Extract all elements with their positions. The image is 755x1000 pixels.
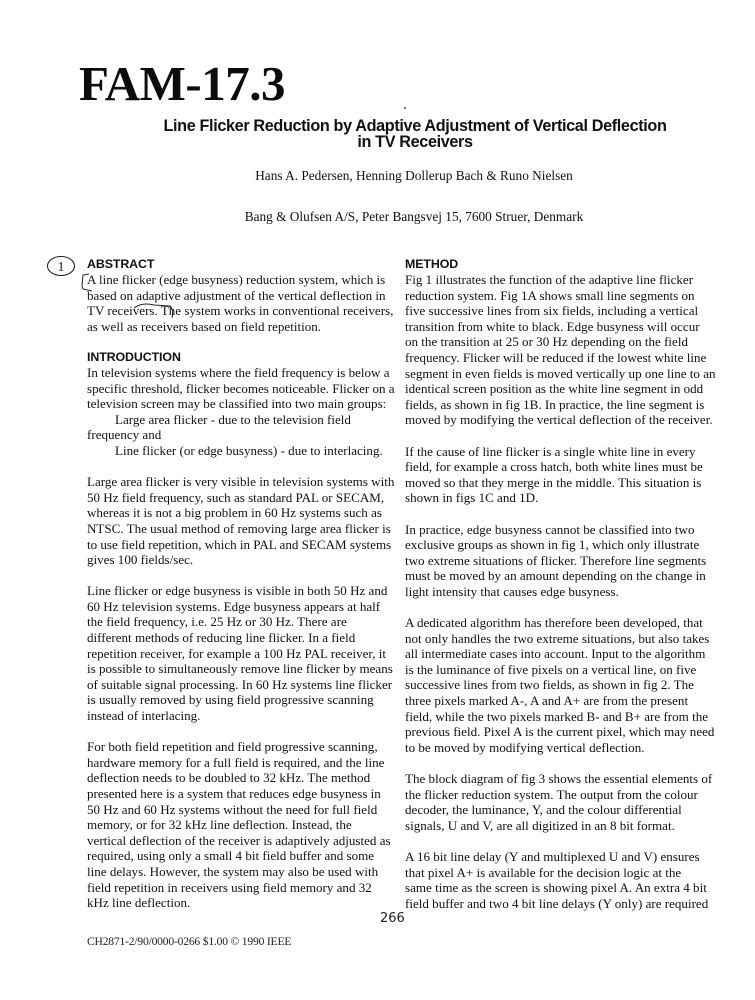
text-line: moved so that they merge in the middle. This situation is [405,474,702,490]
text-line: hardware memory for a full field is required, and the line [87,754,385,770]
text-line: different methods of reducing line flicker. In a field [87,630,356,646]
text-line: 50 Hz and 60 Hz systems without the need for full field [87,801,378,817]
text-line: field buffer and two 4 bit line delays (Y only) are required [405,895,709,911]
text-line: on the transition at 25 or 30 Hz depending on the field [405,334,688,350]
method-paragraph-6 [405,849,717,911]
method-heading: METHOD [405,257,459,271]
text-line: required, using only a small 4 bit field buffer and some [87,848,375,864]
text-line: Large area flicker is very visible in television systems with [87,474,395,490]
paper-title-line-1: Line Flicker Reduction by Adaptive Adjustment of Vertical Deflection [163,117,667,135]
introduction-paragraph-2 [87,474,399,568]
text-line: instead of interlacing. [87,708,201,724]
abstract-heading: ABSTRACT [87,257,155,271]
text-line: Fig 1 illustrates the function of the adaptive line flicker [405,272,694,287]
text-line: field, for example a cross hatch, both white lines must be [405,459,703,475]
left-column [87,257,399,926]
method-paragraph-4 [405,615,717,755]
text-line: repetition receiver, for example a 100 Hz PAL receiver, it [87,645,387,661]
text-line: not only handles the two extreme situations, but also takes [405,630,710,646]
text-line: kHz line deflection. [87,895,191,911]
text-line: exclusive groups as shown in fig 1, which only illustrate [405,537,700,553]
text-line: A 16 bit line delay (Y and multiplexed U and V) ensures [405,848,700,864]
text-line: transition from white to black. Edge busyness will occur [405,318,700,334]
text-line: reduction system. Fig 1A shows small line segments on [405,287,695,303]
text-line: deflection needs to be doubled to 32 kHz. The method [87,770,371,786]
introduction-paragraph-4 [87,739,399,911]
text-line: If the cause of line flicker is a single white line in every [405,443,696,459]
text-line: A dedicated algorithm has therefore been developed, that [405,615,703,631]
text-line: of suitable signal processing. In 60 Hz systems line flicker [87,676,393,692]
text-line: decoder, the luminance, Y, and the colour differential [405,802,682,818]
affiliation: Bang & Olufsen A/S, Peter Bangsvej 15, 7600 Struer, Denmark [244,209,584,224]
session-code: FAM-17.3 [79,56,285,111]
text-line: Line flicker (or edge busyness) - due to interlacing. [115,442,383,458]
text-line: three pixels marked A-, A and A+ are from the present [405,693,689,709]
text-line: moved by modifying the vertical deflection of the receiver. [405,412,713,428]
abstract-paragraph [87,272,399,334]
method-paragraph-3 [405,522,717,600]
paper-title-line-2: in TV Receivers [357,133,473,151]
text-line: TV receivers. The system works in conventional receivers, [87,303,394,319]
paper-title [120,118,710,150]
text-line: is usually removed by using field progressive scanning [87,692,374,708]
text-line: whereas it is not a big problem in 60 Hz systems such as [87,505,382,521]
text-line: is the luminance of five pixels on a vertical line, on five [405,661,697,677]
right-column [405,257,717,927]
text-line: to be moved by modifying vertical deflection. [405,739,645,755]
introduction-paragraph-3 [87,583,399,723]
copyright-line: CH2871-2/90/0000-0266 $1.00 © 1990 IEEE [87,935,292,948]
text-line: frequency. Flicker will be reduced if the lowest white line [405,349,707,365]
introduction-paragraph-1 [87,365,399,459]
text-line: presented here is a system that reduces edge busyness in [87,786,381,801]
text-line: A line flicker (edge busyness) reduction system, which is [87,272,386,287]
text-line: all intermediate cases into account. Input to the algorithm [405,646,706,662]
scan-speck [404,107,406,109]
method-paragraph-1 [405,272,717,428]
text-line: same time as the screen is showing pixel A. An extra 4 bit [405,880,707,896]
text-line: The block diagram of fig 3 shows the essential elements of [405,771,713,786]
page-number: 266 [380,911,405,926]
text-line: two extreme situations of flicker. Therefore line segments [405,552,707,568]
text-line: NTSC. The usual method of removing large area flicker is [87,520,391,536]
text-line: is possible to simultaneously remove line flicker by means [87,661,393,677]
text-line: Large area flicker - due to the television field [115,411,351,427]
method-paragraph-5 [405,771,717,833]
svg-text:1: 1 [57,260,65,275]
text-line: previous field. Pixel A is the current pixel, which may need [405,724,715,740]
text-line: For both field repetition and field progressive scanning, [87,739,378,755]
text-line: memory, or for 32 kHz line deflection. Instead, the [87,817,352,833]
text-line: as well as receivers based on field repetition. [87,318,322,334]
text-line: vertical deflection of the receiver is adaptively adjusted as [87,832,391,848]
text-line: In television systems where the field frequency is below a [87,364,390,380]
text-line: light intensity that causes edge busyness. [405,583,619,599]
text-line: shown in figs 1C and 1D. [405,490,539,506]
text-line: specific threshold, flicker becomes noticeable. Flicker on a [87,380,395,396]
text-line: field repetition in receivers using field memory and 32 [87,879,372,895]
text-line: gives 100 fields/sec. [87,552,194,568]
text-line: must be moved by an amount depending on the change in [405,568,706,584]
text-line: In practice, edge busyness cannot be classified into two [405,521,695,537]
text-line: segment in even fields is moved vertically up one line to an [405,365,716,381]
text-line: field, while the two pixels marked B- and B+ are from the [405,708,709,724]
text-line: the field frequency, i.e. 25 Hz or 30 Hz. There are [87,614,347,630]
text-line: successive lines from two fields, as shown in fig 2. The [405,677,694,693]
text-line: line delays. However, the system may also be used with [87,863,379,879]
text-line: television screen may be classified into two main groups: [87,396,387,412]
text-line: identical screen position as the white line segment in odd [405,381,704,397]
text-line: frequency and [87,427,162,443]
text-line: five successive lines from six fields, including a vertical [405,303,699,319]
text-line: the flicker reduction system. The output from the colour [405,786,698,802]
text-line: 50 Hz field frequency, such as standard PAL or SECAM, [87,489,385,505]
authors: Hans A. Pedersen, Henning Dollerup Bach & Runo Nielsen [255,168,573,183]
handwritten-circled-number [46,255,76,277]
text-line: fields, as shown in fig 1B. In practice, the line segment is [405,396,705,412]
text-line: signals, U and V, are all digitized in an 8 bit format. [405,817,675,833]
text-line: to use field repetition, which in PAL and SECAM systems [87,536,392,552]
text-line: 60 Hz television systems. Edge busyness appears at half [87,598,381,614]
method-paragraph-2 [405,444,717,506]
introduction-heading: INTRODUCTION [87,349,181,364]
text-line: Line flicker or edge busyness is visible in both 50 Hz and [87,583,388,599]
text-line: based on adaptive adjustment of the vertical deflection in [87,287,386,303]
text-line: that pixel A+ is available for the decision logic at the [405,864,682,880]
